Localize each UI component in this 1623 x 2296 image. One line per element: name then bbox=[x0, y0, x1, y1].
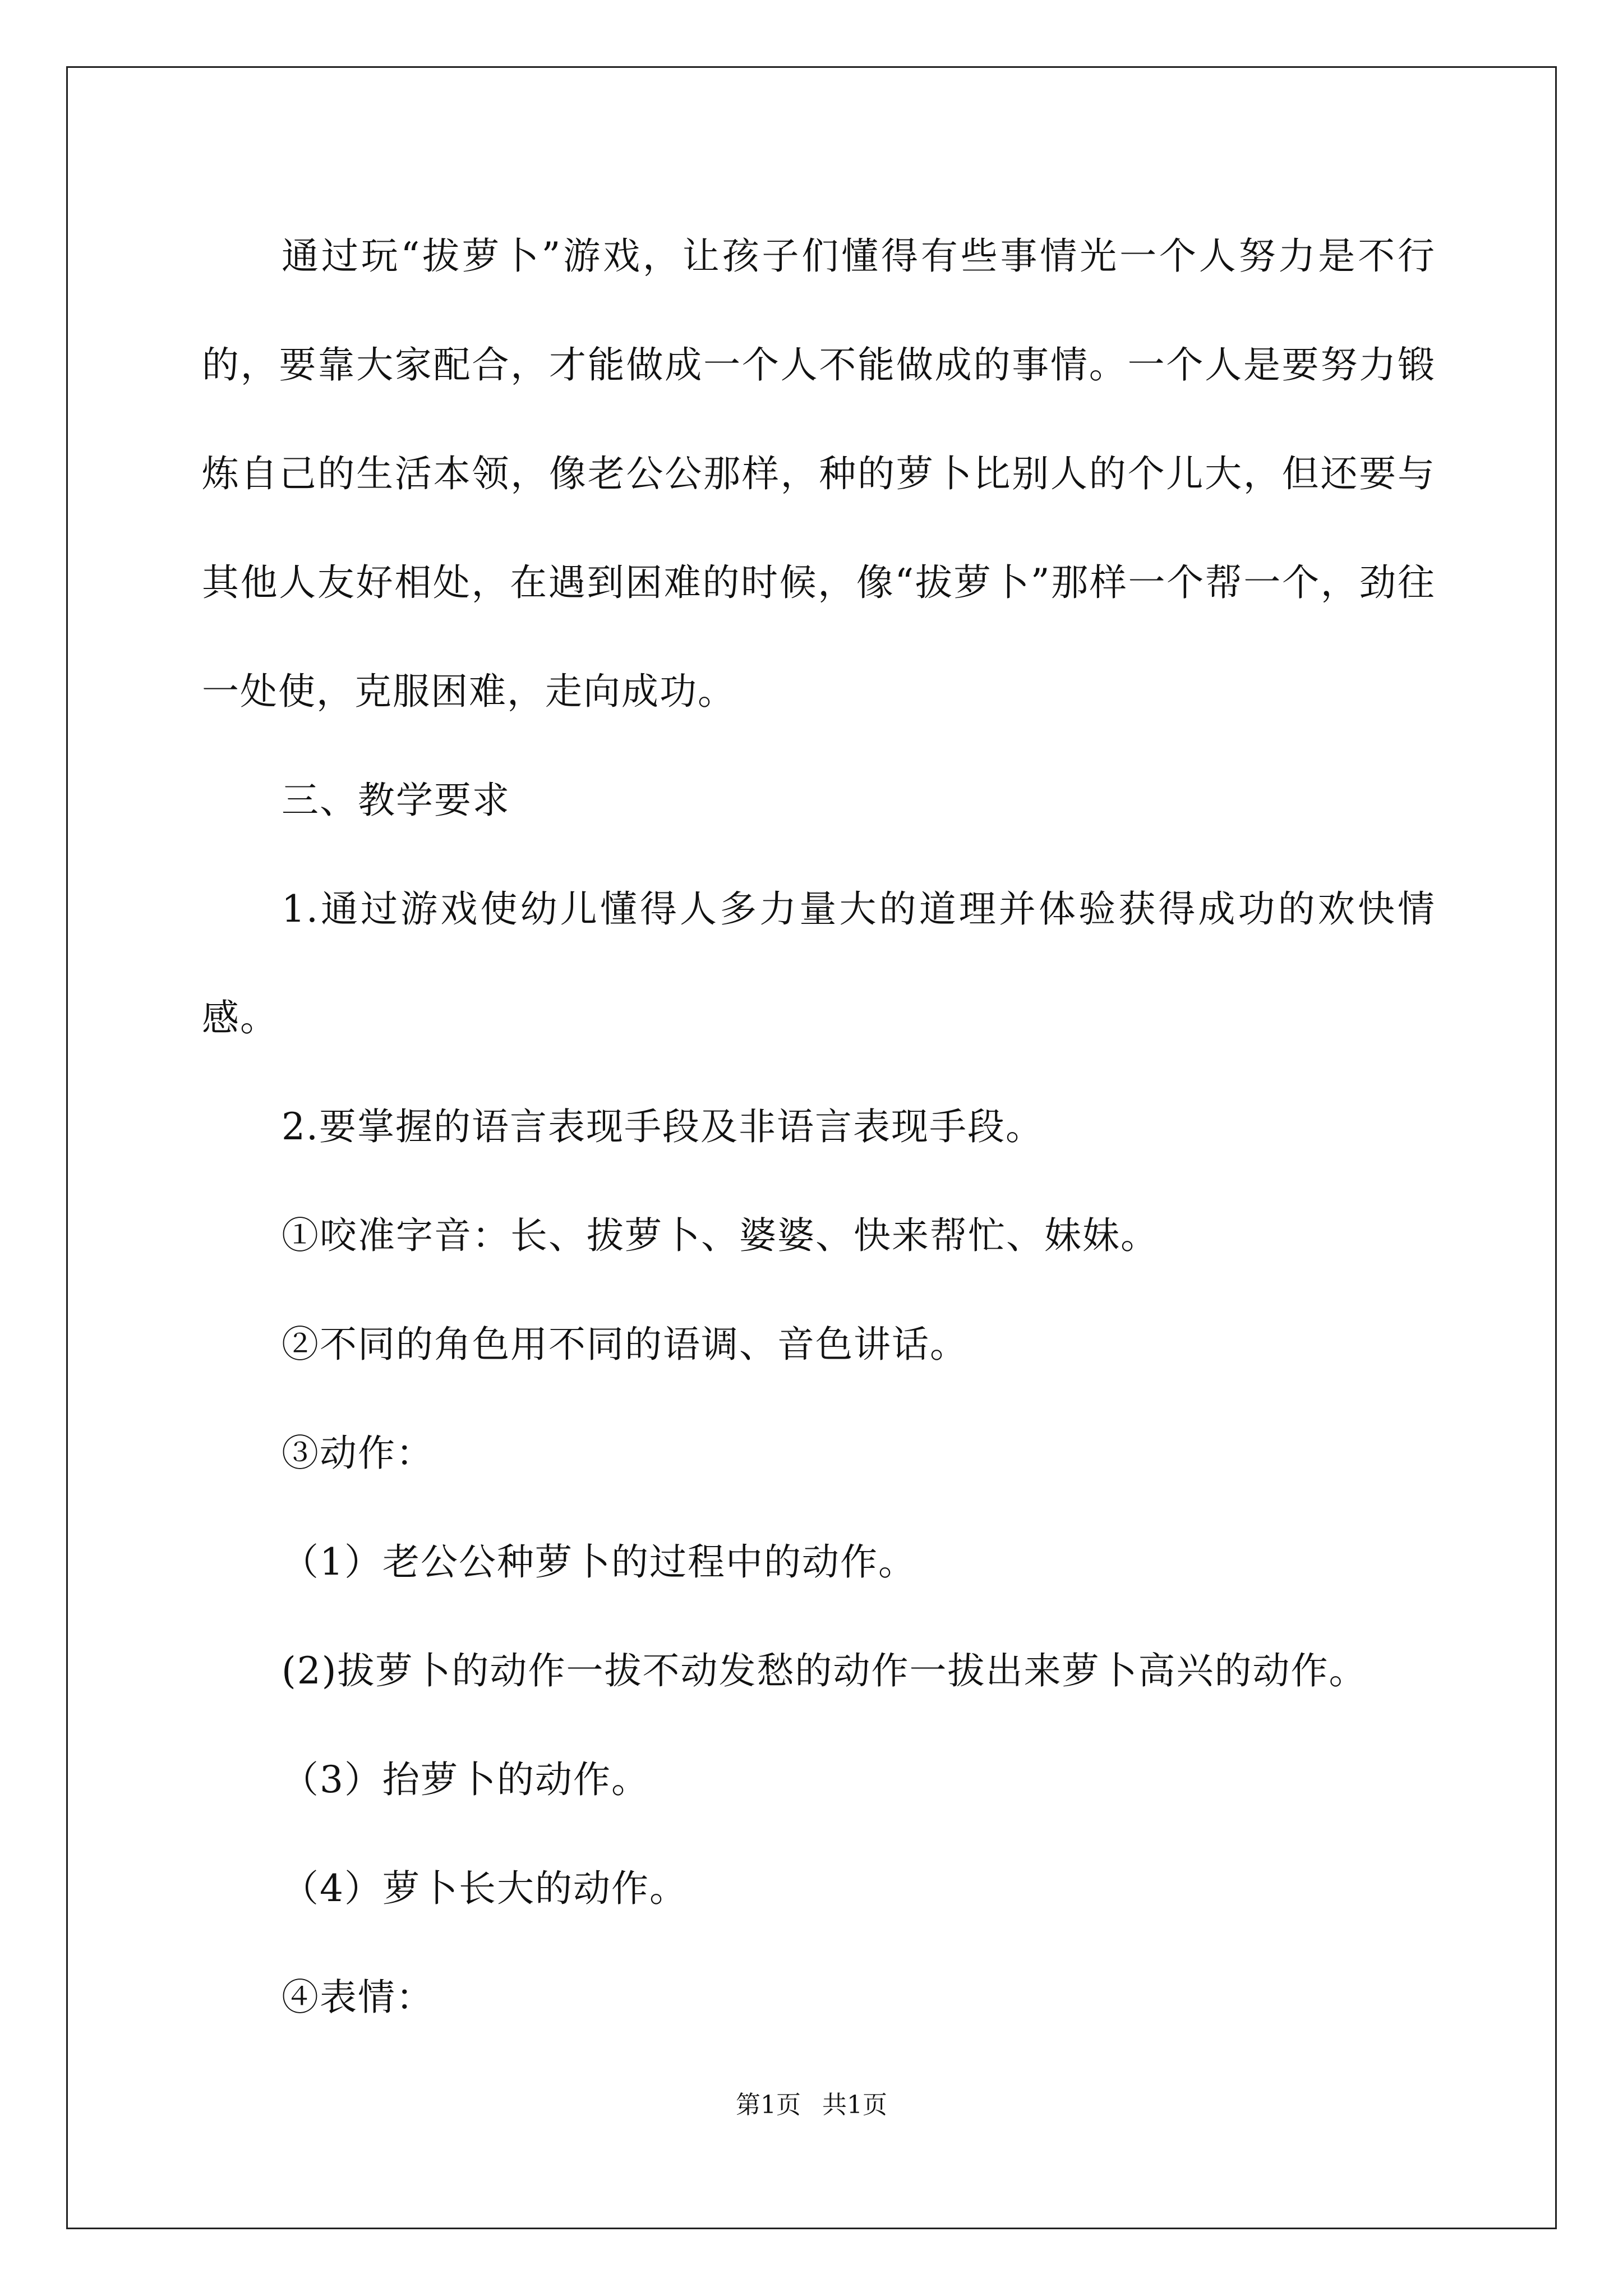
requirement-2: 2.要掌握的语言表现手段及非语言表现手段。 bbox=[282, 1105, 1044, 1148]
action-item-1: （1）老公公种萝卜的过程中的动作。 bbox=[282, 1540, 916, 1584]
requirement-2-item-2: ②不同的角色用不同的语调、音色讲话。 bbox=[282, 1323, 968, 1366]
requirement-2-item-3: ③动作： bbox=[282, 1432, 434, 1475]
action-item-4: （4）萝卜长大的动作。 bbox=[282, 1867, 688, 1910]
action-item-2: (2)拔萝卜的动作一拔不动发愁的动作一拔出来萝卜高兴的动作。 bbox=[282, 1649, 1367, 1692]
requirement-2-item-1: ①咬准字音：长、拔萝卜、婆婆、快来帮忙、妹妹。 bbox=[282, 1214, 1159, 1257]
section-heading: 三、教学要求 bbox=[282, 779, 510, 822]
document-body bbox=[202, 202, 1436, 2052]
paragraph-intro: 通过玩“拔萝卜”游戏，让孩子们懂得有些事情光一个人努力是不行的，要靠大家配合，才能做成一个人不能做成的事情。一个人是要努力锻炼自己的生活本领，像老公公那样，种的萝卜比别人的个儿大，但还要与其他人友好相处，在遇到困难的时候，像“拔萝卜”那样一个帮一个，劲往一处使，克服困难，走向成功。 bbox=[202, 234, 1436, 713]
requirement-1: 1.通过游戏使幼儿懂得人多力量大的道理并体验获得成功的欢快情感。 bbox=[202, 887, 1436, 1039]
page-footer bbox=[0, 2085, 1623, 2120]
page-number: 第1页 bbox=[736, 2091, 801, 2119]
action-item-3: （3）抬萝卜的动作。 bbox=[282, 1758, 649, 1801]
requirement-2-item-4: ④表情： bbox=[282, 1976, 434, 2019]
page-total: 共1页 bbox=[822, 2091, 887, 2119]
